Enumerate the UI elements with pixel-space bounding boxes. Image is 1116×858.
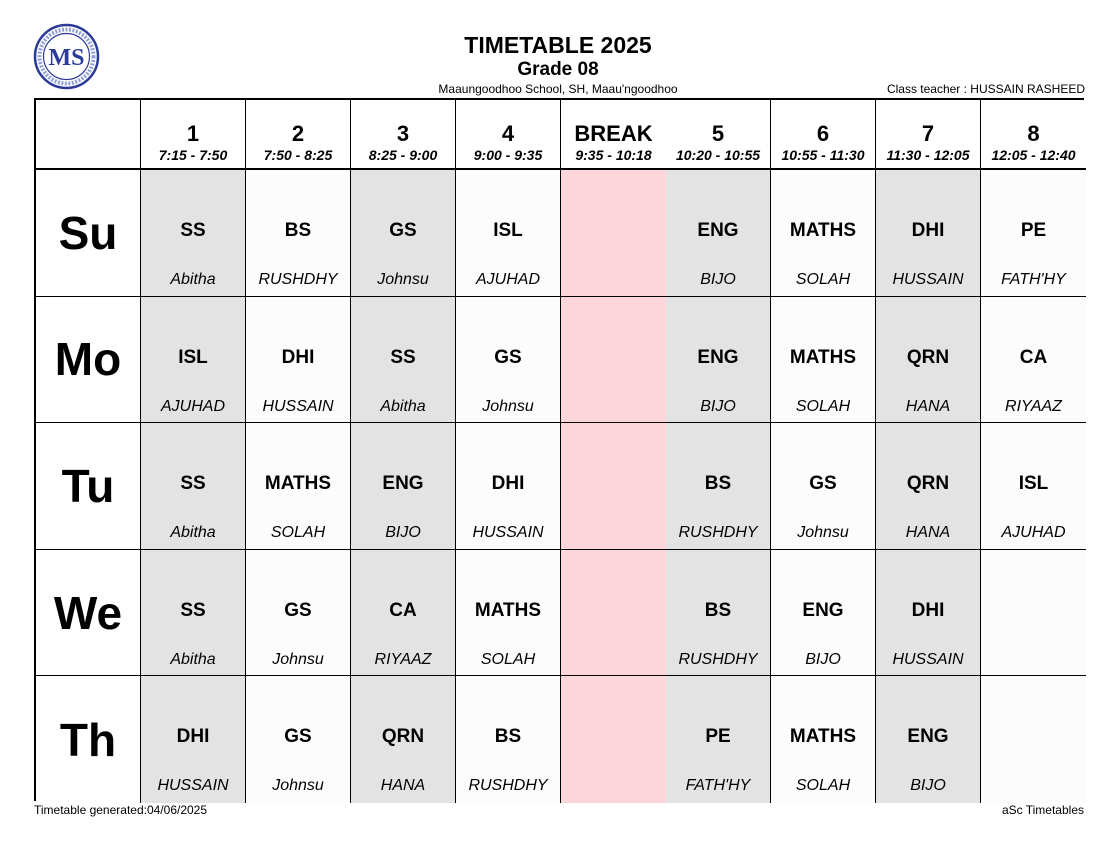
period-time: 10:20 - 10:55 [675,147,761,163]
software-credit: aSc Timetables [1001,803,1084,817]
lesson-cell [771,423,876,550]
lesson-teacher: RUSHDHY [678,650,758,668]
lesson-cell [246,676,351,803]
period-header [981,100,1086,170]
lesson-teacher: Johnsu [272,650,324,668]
lesson-teacher: HANA [905,397,951,415]
lesson-cell [141,423,246,550]
period-time: 7:15 - 7:50 [158,147,228,163]
period-header [456,100,561,170]
lesson-teacher: HUSSAIN [262,397,334,415]
period-number: 8 [1027,121,1040,146]
period-header [876,100,981,170]
period-header [351,100,456,170]
lesson-teacher: AJUHAD [1001,524,1066,542]
lesson-teacher: Abitha [170,524,216,542]
lesson-cell [246,550,351,677]
lesson-teacher: SOLAH [270,524,326,542]
corner-cell [36,100,141,170]
lesson-teacher: HANA [905,524,951,542]
break-cell [561,676,666,803]
lesson-subject: ISL [178,346,208,368]
break-cell [561,550,666,677]
lesson-subject: ENG [697,220,739,241]
lesson-subject: MATHS [264,473,332,495]
lesson-subject: ENG [382,473,424,495]
period-number: 5 [711,121,725,146]
period-number: 2 [291,121,305,146]
lesson-subject: CA [1019,346,1048,368]
lesson-subject: MATHS [474,599,542,621]
lesson-teacher: FATH'HY [685,777,751,795]
lesson-cell [666,423,771,550]
lesson-cell [771,676,876,803]
lesson-teacher: Abitha [380,397,426,415]
period-number: 7 [921,121,935,146]
lesson-teacher: RIYAAZ [1005,397,1062,415]
period-header [666,100,771,170]
lesson-teacher: BIJO [385,524,421,542]
break-cell [561,297,666,424]
lesson-subject: BS [704,473,732,495]
class-teacher: Class teacher : HUSSAIN RASHEED [886,82,1085,96]
lesson-subject: BS [494,726,522,748]
lesson-teacher: RUSHDHY [678,524,758,542]
lesson-subject: SS [180,220,206,241]
period-time: 9:35 - 10:18 [575,147,652,163]
lesson-subject: SS [180,599,206,621]
lesson-subject: DHI [911,599,945,621]
period-time: 11:30 - 12:05 [886,147,970,163]
day-label: Su [36,170,141,297]
generated-date: Timetable generated:04/06/2025 [34,803,208,817]
period-time: 10:55 - 11:30 [781,147,865,163]
lesson-teacher: AJUHAD [475,271,540,288]
break-cell [561,423,666,550]
lesson-subject: MATHS [789,220,857,241]
lesson-cell [246,423,351,550]
lesson-cell [666,676,771,803]
day-label: Tu [36,423,141,550]
lesson-cell [141,170,246,297]
lesson-subject: GS [809,473,837,495]
lesson-subject: MATHS [789,726,857,748]
lesson-teacher: RIYAAZ [374,650,432,668]
lesson-teacher: FATH'HY [1001,271,1066,288]
period-time: 12:05 - 12:40 [991,147,1076,163]
lesson-teacher: BIJO [700,397,736,415]
lesson-subject: GS [284,599,312,621]
day-label: Mo [36,297,141,424]
lesson-cell [981,297,1086,424]
lesson-subject: DHI [176,726,210,748]
period-number: 4 [501,121,515,146]
lesson-subject: ENG [802,599,844,621]
lesson-cell [666,550,771,677]
period-header [561,100,666,170]
period-header [771,100,876,170]
lesson-cell [141,676,246,803]
lesson-cell [351,170,456,297]
period-number: 3 [396,121,410,146]
lesson-cell [351,676,456,803]
day-label: We [36,550,141,677]
lesson-teacher: Abitha [170,650,216,668]
lesson-cell [771,170,876,297]
lesson-subject: PE [1020,220,1047,241]
lesson-subject: SS [180,473,206,495]
lesson-cell [141,550,246,677]
lesson-teacher: AJUHAD [160,397,225,415]
period-number: BREAK [574,121,653,146]
lesson-teacher: Johnsu [377,271,429,288]
lesson-teacher: HUSSAIN [157,777,229,795]
lesson-subject: DHI [911,220,945,241]
lesson-subject: GS [389,220,417,241]
timetable-grid [34,98,1084,801]
period-time: 7:50 - 8:25 [263,147,333,163]
lesson-subject: SS [390,346,416,368]
lesson-cell [456,297,561,424]
lesson-cell [876,676,981,803]
lesson-subject: QRN [381,726,425,748]
page-title: TIMETABLE 2025 [464,32,652,58]
lesson-cell [456,676,561,803]
lesson-subject: MATHS [789,346,857,368]
lesson-cell [246,170,351,297]
lesson-teacher: RUSHDHY [258,271,338,288]
lesson-cell [876,297,981,424]
lesson-subject: GS [284,726,312,748]
lesson-subject: ISL [1018,473,1049,495]
lesson-cell [876,550,981,677]
lesson-teacher: Johnsu [482,397,534,415]
lesson-teacher: Abitha [170,271,216,288]
lesson-teacher: SOLAH [480,650,536,668]
lesson-teacher: HANA [380,777,426,795]
lesson-teacher: BIJO [805,650,841,668]
page-subtitle: Grade 08 [517,59,599,80]
lesson-subject: CA [389,599,417,621]
period-time: 8:25 - 9:00 [368,147,438,163]
period-header [246,100,351,170]
break-cell [561,170,666,297]
lesson-subject: DHI [491,473,525,495]
period-number: 6 [816,121,830,146]
lesson-cell [246,297,351,424]
lesson-subject: ISL [493,220,523,241]
lesson-subject: PE [705,726,731,748]
school-name: Maaungoodhoo School, SH, Maau'ngoodhoo [438,82,678,96]
period-header [141,100,246,170]
lesson-cell [876,170,981,297]
lesson-cell [351,550,456,677]
lesson-subject: ENG [697,346,739,368]
lesson-teacher: BIJO [700,271,736,288]
lesson-teacher: HUSSAIN [892,271,964,288]
lesson-teacher: BIJO [910,777,946,795]
lesson-teacher: RUSHDHY [468,777,548,795]
period-time: 9:00 - 9:35 [473,147,543,163]
day-label: Th [36,676,141,803]
lesson-teacher: Johnsu [797,524,849,542]
lesson-subject: ENG [907,726,949,748]
lesson-teacher: HUSSAIN [892,650,964,668]
lesson-cell [771,550,876,677]
lesson-cell [876,423,981,550]
lesson-cell [456,550,561,677]
lesson-cell [666,297,771,424]
lesson-teacher: SOLAH [795,271,851,288]
lesson-subject: QRN [906,346,950,368]
lesson-cell [981,550,1086,677]
lesson-subject: GS [494,346,522,368]
lesson-cell [456,170,561,297]
lesson-cell [981,423,1086,550]
lesson-subject: DHI [281,346,315,368]
lesson-subject: BS [284,220,312,241]
lesson-cell [351,297,456,424]
logo-letters: MS [48,45,85,71]
lesson-teacher: HUSSAIN [472,524,544,542]
lesson-teacher: SOLAH [795,397,851,415]
lesson-cell [981,676,1086,803]
lesson-cell [981,170,1086,297]
lesson-cell [141,297,246,424]
period-number: 1 [186,121,200,146]
lesson-subject: BS [704,599,732,621]
lesson-cell [771,297,876,424]
lesson-teacher: SOLAH [795,777,851,795]
lesson-subject: QRN [906,473,950,495]
lesson-cell [351,423,456,550]
lesson-teacher: Johnsu [272,777,324,795]
lesson-cell [666,170,771,297]
lesson-cell [456,423,561,550]
